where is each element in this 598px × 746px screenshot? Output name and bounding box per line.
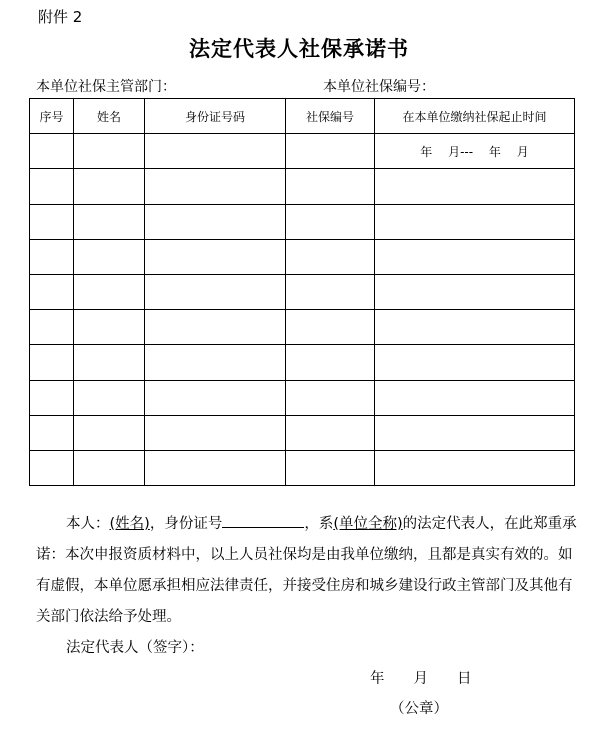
table-cell <box>286 134 375 169</box>
table-cell <box>145 380 286 415</box>
table-cell <box>74 345 145 380</box>
table-cell <box>30 169 74 204</box>
table-cell <box>74 415 145 450</box>
table-cell <box>74 134 145 169</box>
table-cell <box>74 239 145 274</box>
table-cell <box>30 415 74 450</box>
table-cell <box>286 415 375 450</box>
table-row <box>30 274 575 309</box>
table-cell <box>30 274 74 309</box>
table-cell <box>145 239 286 274</box>
personnel-table <box>29 98 575 486</box>
table-cell <box>375 450 575 485</box>
table-row <box>30 239 575 274</box>
table-cell <box>375 345 575 380</box>
table-row <box>30 310 575 345</box>
table-row <box>30 415 575 450</box>
table-cell <box>286 345 375 380</box>
table-cell <box>375 310 575 345</box>
table-row <box>30 169 575 204</box>
table-cell <box>286 380 375 415</box>
table-cell <box>145 450 286 485</box>
header-index: 序号 <box>30 99 74 134</box>
table-cell <box>286 204 375 239</box>
table-cell <box>145 345 286 380</box>
si-number-label: 本单位社保编号： <box>323 79 435 95</box>
table-cell <box>375 274 575 309</box>
table-cell <box>30 345 74 380</box>
table-header-row <box>30 99 575 134</box>
table-cell <box>74 380 145 415</box>
table-cell <box>145 415 286 450</box>
table-cell <box>30 380 74 415</box>
table-cell <box>375 415 575 450</box>
table-cell <box>30 134 74 169</box>
table-cell <box>145 169 286 204</box>
table-cell <box>375 204 575 239</box>
table-cell <box>145 310 286 345</box>
header-period: 在本单位缴纳社保起止时间 <box>375 99 575 134</box>
table-cell <box>375 169 575 204</box>
date-label: 年 月 日 <box>370 671 472 687</box>
seal-label: （公章） <box>390 701 448 717</box>
dept-label: 本单位社保主管部门： <box>36 79 176 95</box>
table-cell <box>286 310 375 345</box>
table-cell <box>286 169 375 204</box>
table-row <box>30 345 575 380</box>
table-cell <box>286 239 375 274</box>
header-id-number: 身份证号码 <box>145 99 286 134</box>
name-placeholder: (姓名) <box>109 516 150 532</box>
table-cell <box>375 380 575 415</box>
header-si-number: 社保编号 <box>286 99 375 134</box>
table-row <box>30 134 575 169</box>
table-cell <box>145 204 286 239</box>
table-cell <box>74 310 145 345</box>
table-cell <box>375 239 575 274</box>
table-cell <box>74 204 145 239</box>
table-cell <box>30 310 74 345</box>
table-cell <box>145 274 286 309</box>
table-cell <box>74 274 145 309</box>
table-cell <box>286 450 375 485</box>
table-cell <box>30 239 74 274</box>
attachment-label: 附件 2 <box>38 8 83 26</box>
table-cell <box>145 134 286 169</box>
table-row <box>30 380 575 415</box>
table-cell <box>74 450 145 485</box>
header-name: 姓名 <box>74 99 145 134</box>
document-title: 法定代表人社保承诺书 <box>189 37 409 61</box>
period-sub-header: 年 月--- 年 月 <box>375 134 575 169</box>
statement-paragraph: 本人：(姓名)，身份证号 ，系(单位全称)的法定代表人，在此郑重承诺：本次申报资质材料中，以上人员社保均是由我单位缴纳，且都是真实有效的。如有虚假，本单位愿承担相应法律责任，并接受住房和城乡建设行政主管部门及其他有关部门依法给予处理。 <box>36 509 581 633</box>
id-blank <box>222 513 304 528</box>
table-cell <box>30 204 74 239</box>
signature-label: 法定代表人（签字）： <box>66 640 204 656</box>
table-cell <box>286 274 375 309</box>
table-cell <box>30 450 74 485</box>
table-row <box>30 204 575 239</box>
table-row <box>30 450 575 485</box>
table-cell <box>74 169 145 204</box>
unit-placeholder: (单位全称) <box>333 516 403 532</box>
